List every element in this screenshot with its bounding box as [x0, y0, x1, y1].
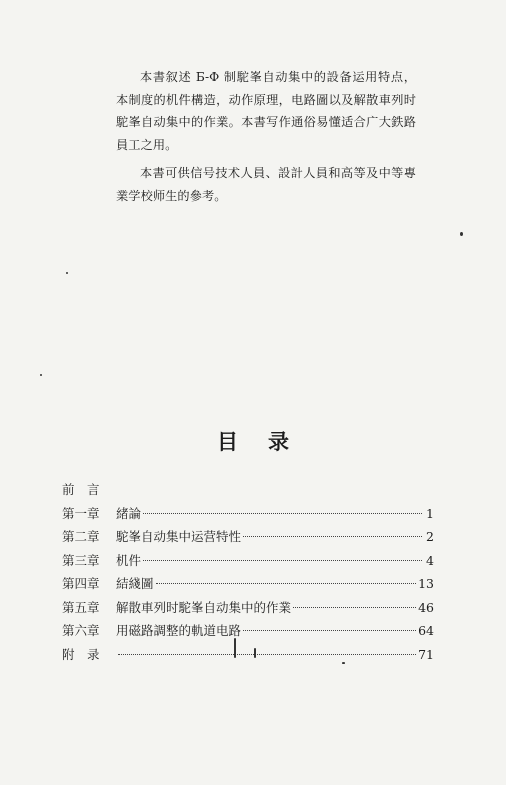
toc-entry-label: 第四章 — [62, 576, 100, 591]
toc-entry-chapter-4[interactable] — [62, 574, 434, 598]
toc-entry-page: 13 — [418, 576, 434, 591]
toc-heading: 目录 — [217, 430, 319, 454]
toc-entry-preface[interactable] — [62, 480, 434, 504]
toc-entry-chapter-2[interactable] — [62, 527, 434, 551]
toc-entry-title: 駝峯自动集中运营特性 — [116, 529, 242, 544]
toc-leader-dots — [243, 536, 422, 537]
toc-leader-dots — [143, 513, 422, 514]
toc-leader-dots — [143, 560, 422, 561]
ink-mark — [254, 648, 256, 658]
intro-text — [116, 66, 416, 213]
toc-entry-page: 2 — [426, 529, 434, 544]
toc-entry-appendix[interactable] — [62, 645, 434, 669]
toc-entry-page: 64 — [418, 623, 434, 638]
intro-paragraph-1: 本書叙述 Б-Ф 制駝峯自动集中的設备运用特点，本制度的机件構造，动作原理，电路圖以及解散車列时駝峯自动集中的作業。本書写作通俗易懂适合广大鉄路員工之用。 — [116, 70, 416, 152]
ink-mark — [234, 638, 236, 658]
toc-leader-dots — [243, 630, 416, 631]
toc-entry-page: 71 — [418, 646, 434, 662]
ink-speck — [40, 374, 42, 376]
toc-leader-dots — [156, 583, 417, 584]
toc-entry-label: 第二章 — [62, 529, 100, 544]
toc-entry-title: 結綫圖 — [116, 576, 154, 591]
toc-entry-chapter-1[interactable] — [62, 504, 434, 528]
toc-entry-chapter-3[interactable] — [62, 551, 434, 575]
ink-speck — [460, 232, 463, 236]
toc-entry-title: 用磁路調整的軌道电路 — [116, 623, 242, 638]
ink-speck — [66, 272, 68, 274]
toc-entry-title: 緒論 — [116, 505, 142, 521]
toc-entry-chapter-6[interactable] — [62, 621, 434, 645]
toc-entry-label: 附 录 — [62, 646, 100, 662]
table-of-contents — [62, 480, 434, 668]
toc-entry-label: 前 言 — [62, 482, 100, 497]
toc-entry-title: 解散車列时駝峯自动集中的作業 — [116, 599, 292, 615]
toc-leader-dots — [118, 654, 416, 655]
ink-speck — [342, 662, 345, 664]
toc-entry-label: 第三章 — [62, 552, 100, 568]
toc-entry-label: 第一章 — [62, 505, 100, 521]
toc-entry-page: 4 — [426, 552, 434, 568]
toc-entry-label: 第六章 — [62, 623, 100, 638]
toc-entry-chapter-5[interactable] — [62, 598, 434, 622]
toc-leader-dots — [293, 607, 416, 608]
toc-entry-title: 机件 — [116, 552, 142, 568]
toc-entry-page: 1 — [426, 505, 434, 521]
intro-paragraph-2: 本書可供信号技术人員、設計人員和高等及中等專業学校师生的參考。 — [116, 166, 416, 203]
toc-entry-label: 第五章 — [62, 599, 100, 615]
toc-entry-page: 46 — [418, 599, 434, 615]
